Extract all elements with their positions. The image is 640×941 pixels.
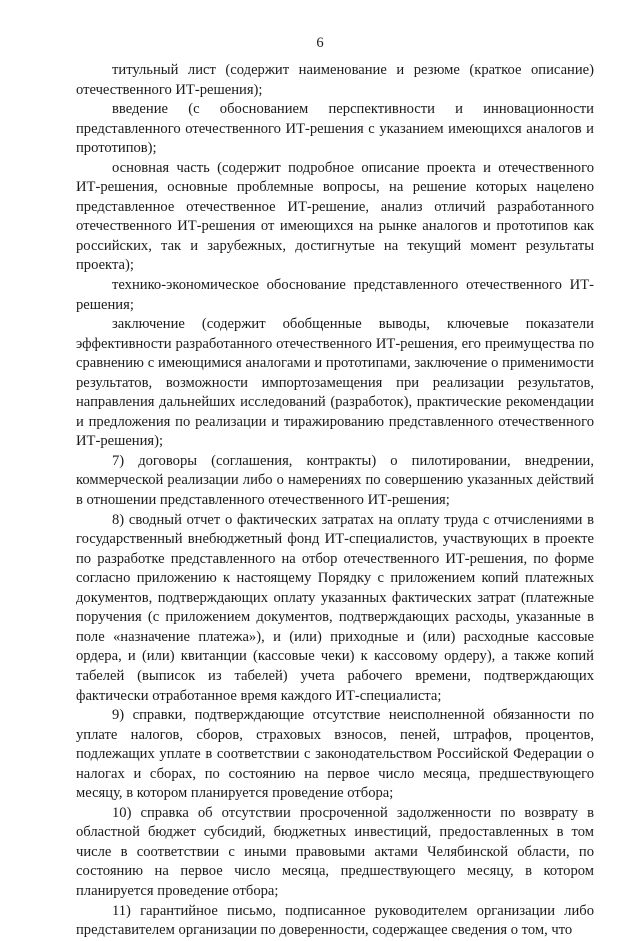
paragraph-main-part: основная часть (содержит подробное описание проекта и отечественного ИТ-решения, основные проблемные вопросы, на решение которых нацелено представленное отечественное ИТ-решение, анализ отличий разработанного отечественного ИТ-решения от имеющихся на рынке аналогов и прототипов как российских, так и зарубежных, достигнутые на текущий момент результаты проекта); [76,159,594,274]
paragraph-item-8: 8) сводный отчет о фактических затратах на оплату труда с отчислениями в государственный внебюджетный фонд ИТ-специалистов, участвующих в проекте по разработке представленного на отбор отечественного ИТ-решения, по форме согласно приложению к настоящему Порядку с приложением копий платежных документов, подтверждающих оплату указанных фактических затрат (платежные поручения (с приложением документов, подтверждающих расходы, указанные в поле «назначение платежа»), и (или) приходные и (или) расходные кассовые ордера, и (или) квитанции (кассовые чеки) к кассовому ордеру), а также копий табелей (выписок из табелей) учета рабочего времени, подтверждающих фактически отработанное время каждого ИТ-специалиста; [76,511,594,704]
paragraph-item-9: 9) справки, подтверждающие отсутствие неисполненной обязанности по уплате налогов, сборов, страховых взносов, пеней, штрафов, процентов, подлежащих уплате в соответствии с законодательством Российской Федерации о налогах и сборах, по состоянию на первое число месяца, предшествующего месяцу, в котором планируется проведение отбора; [76,707,594,802]
paragraph-item-7: 7) договоры (соглашения, контракты) о пилотировании, внедрении, коммерческой реализации либо о намерениях по совершению указанных действий в отношении представленного отечественного ИТ-решения; [76,452,594,509]
paragraph-item-11: 11) гарантийное письмо, подписанное руководителем организации либо представителем организации по доверенности, содержащее сведения о том, что [76,902,594,939]
paragraph-item-10: 10) справка об отсутствии просроченной задолженности по возврату в областной бюджет субсидий, бюджетных инвестиций, предоставленных в том числе в соответствии с иными правовыми актами Челябинской области, по состоянию на первое число месяца, предшествующего месяцу, в котором планируется проведение отбора; [76,804,594,899]
paragraph-introduction: введение (с обоснованием перспективности и инновационности представленного отечественного ИТ-решения с указанием имеющихся аналогов и прототипов); [76,101,594,157]
document-body [76,61,594,941]
paragraph-title-page: титульный лист (содержит наименование и резюме (краткое описание) отечественного ИТ-решения); [76,62,594,98]
paragraph-feasibility-study: технико-экономическое обоснование представленного отечественного ИТ-решения; [76,277,594,313]
paragraph-conclusion: заключение (содержит обобщенные выводы, ключевые показатели эффективности разработанного отечественного ИТ-решения, его преимущества по сравнению с имеющимися аналогами и прототипами, заключение о применимости результатов, возможности импортозамещения при реализации результатов, направления дальнейших исследований (разработок), практические рекомендации и предложения по реализации и тиражированию представленного отечественного ИТ-решения); [76,316,594,450]
page-number: 6 [316,35,324,51]
